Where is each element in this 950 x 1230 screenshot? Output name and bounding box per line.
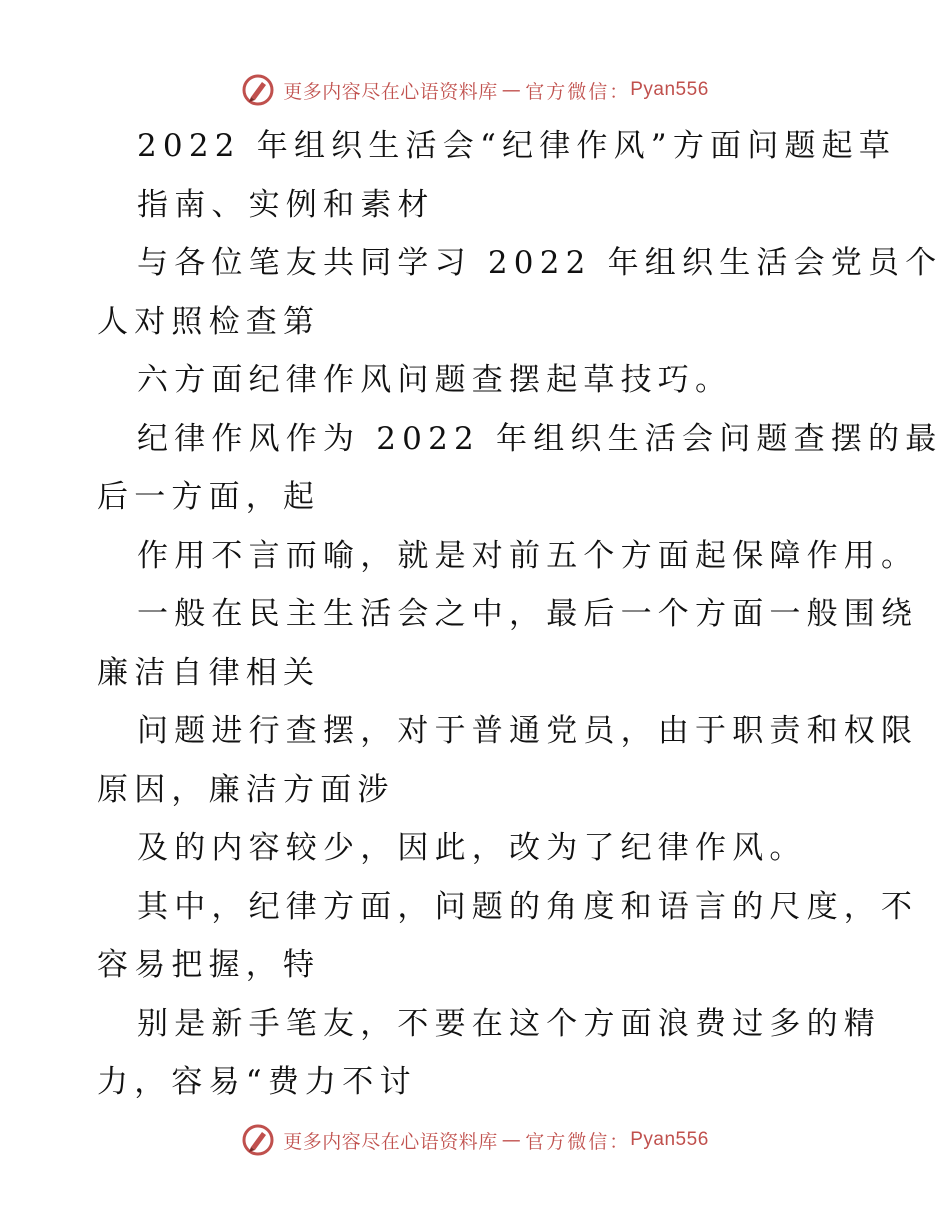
pen-in-circle-logo <box>241 73 275 107</box>
text-line: 容易把握，特 <box>97 947 321 983</box>
text-line: 廉洁自律相关 <box>97 654 321 691</box>
text-line: 作用不言而喻，就是对前五个方面起保障作用。 <box>137 537 919 574</box>
text-line: 指南、实例和素材 <box>137 186 435 223</box>
banner-handle: Pyan556 <box>630 79 709 100</box>
banner-text: 更多内容尽在心语资料库 <box>283 1130 498 1153</box>
pen-in-circle-logo <box>241 1123 275 1157</box>
text-line: 原因，廉洁方面涉 <box>97 771 395 808</box>
banner-handle: Pyan556 <box>630 1129 709 1150</box>
text-line: 其中，纪律方面，问题的角度和语言的尺度，不 <box>137 888 919 925</box>
banner-separator: — <box>501 79 522 101</box>
text-line: 人对照检查第 <box>97 303 321 340</box>
banner-separator: — <box>501 1129 522 1151</box>
banner-text: 更多内容尽在心语资料库 <box>283 80 498 103</box>
text-line: 问题进行查摆，对于普通党员，由于职责和权限 <box>137 713 919 749</box>
header-banner <box>0 70 950 110</box>
text-line: 2022 年组织生活会“纪律作风”方面问题起草 <box>137 128 897 164</box>
document-body <box>97 117 943 1112</box>
text-line: 及的内容较少，因此，改为了纪律作风。 <box>137 830 807 866</box>
text-line: 别是新手笔友，不要在这个方面浪费过多的精 <box>137 1005 881 1042</box>
banner-wechat-label: 官方微信： <box>525 80 631 103</box>
text-line: 纪律作风作为 2022 年组织生活会问题查摆的最 <box>137 420 943 457</box>
footer-banner <box>0 1120 950 1160</box>
text-line: 与各位笔友共同学习 2022 年组织生活会党员个 <box>137 245 943 281</box>
text-line: 六方面纪律作风问题查摆起草技巧。 <box>137 362 733 398</box>
text-line: 力，容易“费力不讨 <box>97 1064 417 1100</box>
banner-wechat-label: 官方微信： <box>525 1130 631 1153</box>
text-line: 一般在民主生活会之中，最后一个方面一般围绕 <box>137 596 919 632</box>
text-line: 后一方面，起 <box>97 479 321 515</box>
